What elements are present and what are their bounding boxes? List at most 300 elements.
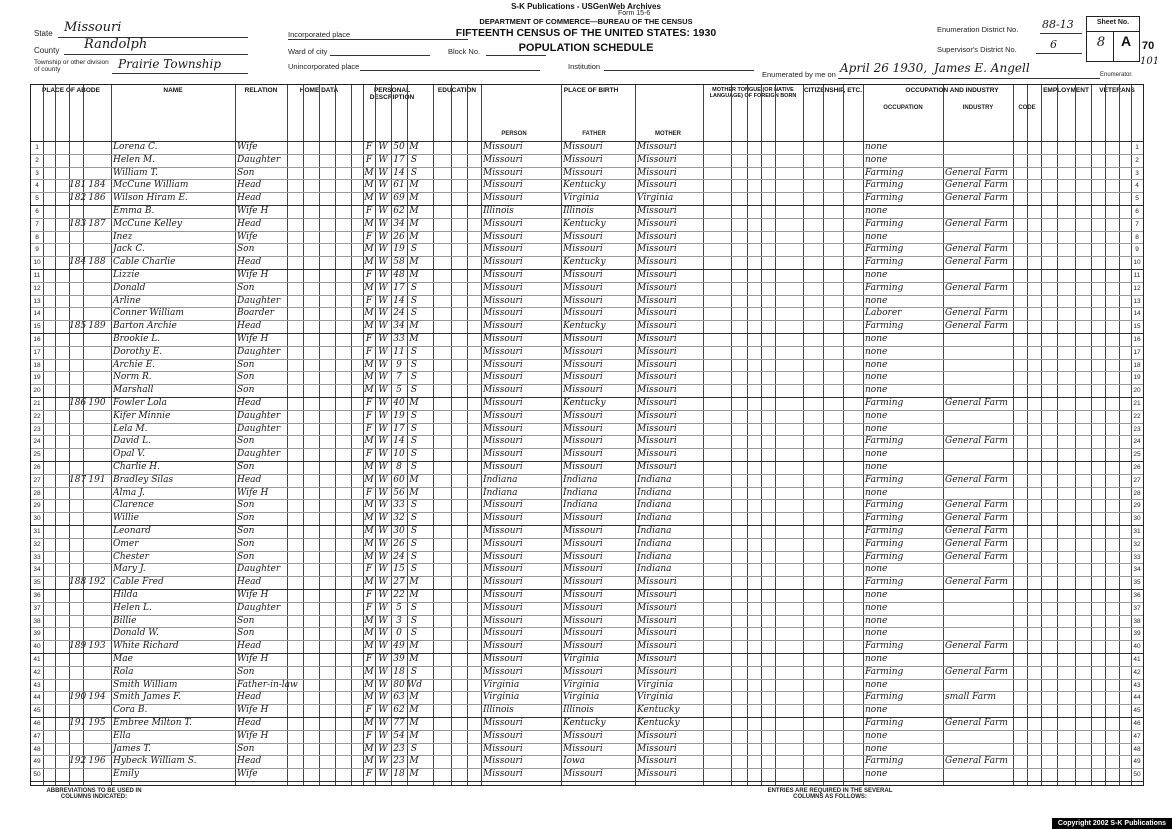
line-number: 42 bbox=[33, 668, 41, 676]
cell-mother: Missouri bbox=[637, 769, 677, 780]
cell-sex: F bbox=[365, 295, 373, 306]
cell-sex: M bbox=[364, 500, 374, 511]
cell-ind: General Farm bbox=[945, 244, 1008, 255]
line-number: 43 bbox=[33, 681, 41, 689]
cell-birth: Missouri bbox=[483, 231, 523, 242]
cell-race: W bbox=[378, 398, 388, 408]
unincorporated-field bbox=[360, 62, 540, 71]
cell-race: W bbox=[378, 372, 388, 383]
subhead-code: CODE bbox=[1018, 105, 1036, 111]
line-number: 5 bbox=[35, 195, 39, 203]
cell-age: 77 bbox=[393, 718, 405, 728]
cell-name: Lorena C. bbox=[113, 142, 158, 152]
cell-age: 34 bbox=[393, 321, 405, 332]
cell-fam: 189 bbox=[88, 321, 106, 332]
cell-race: W bbox=[378, 257, 388, 268]
cell-age: 3 bbox=[396, 615, 402, 626]
cell-father: Missouri bbox=[563, 462, 603, 472]
cell-rel: Son bbox=[237, 538, 255, 549]
cell-sex: F bbox=[365, 487, 373, 498]
cell-age: 69 bbox=[393, 193, 405, 204]
cell-occ: Farming bbox=[865, 641, 904, 652]
cell-sex: M bbox=[364, 577, 374, 588]
cell-dw: 181 bbox=[69, 180, 87, 191]
cell-sex: M bbox=[364, 743, 374, 754]
cell-race: W bbox=[378, 615, 388, 626]
line-number: 37 bbox=[33, 604, 41, 612]
cell-occ: none bbox=[865, 359, 888, 370]
cell-father: Missouri bbox=[563, 244, 603, 255]
cell-sex: M bbox=[364, 193, 374, 204]
line-number: 40 bbox=[1133, 643, 1141, 651]
cell-occ: none bbox=[865, 346, 888, 357]
line-number: 30 bbox=[33, 515, 41, 523]
cell-birth: Missouri bbox=[483, 244, 523, 255]
cell-race: W bbox=[378, 308, 388, 319]
cell-birth: Missouri bbox=[483, 180, 523, 191]
cell-name: Bradley Silas bbox=[113, 474, 174, 485]
cell-sex: M bbox=[364, 718, 374, 728]
cell-age: 27 bbox=[393, 577, 405, 588]
cell-occ: Farming bbox=[865, 577, 904, 588]
cell-age: 33 bbox=[393, 334, 405, 344]
line-number: 44 bbox=[1133, 694, 1141, 702]
cell-race: W bbox=[378, 513, 388, 524]
township-label: Township or other division of county bbox=[34, 59, 109, 73]
cell-rel: Son bbox=[237, 244, 255, 255]
cell-father: Missouri bbox=[563, 372, 603, 383]
cell-race: W bbox=[378, 193, 388, 204]
cell-birth: Indiana bbox=[483, 474, 518, 485]
cell-rel: Head bbox=[237, 756, 262, 767]
line-number: 38 bbox=[33, 617, 41, 625]
cell-sex: M bbox=[364, 641, 374, 652]
line-number: 39 bbox=[1133, 630, 1141, 638]
line-number: 48 bbox=[33, 745, 41, 753]
cell-birth: Missouri bbox=[483, 321, 523, 332]
cell-name: Lela M. bbox=[113, 423, 148, 434]
cell-rel: Son bbox=[237, 615, 255, 626]
cell-mother: Missouri bbox=[637, 641, 677, 652]
cell-mother: Missouri bbox=[637, 372, 677, 383]
line-number: 47 bbox=[1133, 732, 1141, 740]
cell-rel: Daughter bbox=[237, 449, 281, 460]
cell-dw: 182 bbox=[69, 193, 87, 204]
cell-mother: Missouri bbox=[637, 615, 677, 626]
cell-race: W bbox=[378, 206, 388, 216]
cell-mother: Missouri bbox=[637, 628, 677, 639]
cell-race: W bbox=[378, 359, 388, 370]
cell-ind: General Farm bbox=[945, 526, 1008, 536]
cell-rel: Son bbox=[237, 385, 255, 396]
line-number: 29 bbox=[33, 502, 41, 510]
cell-mother: Kentucky bbox=[637, 718, 680, 728]
cell-father: Missouri bbox=[563, 449, 603, 460]
line-number: 48 bbox=[1133, 745, 1141, 753]
enumeration-district-field bbox=[1040, 18, 1082, 34]
cell-name: Donald W. bbox=[113, 628, 159, 639]
cell-mother: Missouri bbox=[637, 231, 677, 242]
line-number: 2 bbox=[1135, 156, 1139, 164]
cell-mar: S bbox=[410, 385, 418, 396]
line-number: 16 bbox=[1133, 336, 1141, 343]
cell-rel: Daughter bbox=[237, 564, 281, 575]
cell-sex: M bbox=[364, 538, 374, 549]
cell-rel: Wife bbox=[237, 231, 258, 242]
schedule-title: POPULATION SCHEDULE bbox=[518, 42, 654, 54]
cell-mar: S bbox=[410, 666, 418, 677]
cell-fam: 184 bbox=[88, 180, 106, 191]
cell-name: Emily bbox=[113, 769, 139, 780]
cell-father: Kentucky bbox=[563, 257, 606, 268]
cell-age: 48 bbox=[393, 270, 405, 280]
enumerated-label: Enumerated by me on bbox=[762, 70, 836, 79]
cell-occ: Farming bbox=[865, 257, 904, 268]
cell-race: W bbox=[378, 654, 388, 664]
cell-occ: none bbox=[865, 154, 888, 165]
cell-mother: Missouri bbox=[637, 743, 677, 754]
cell-ind: General Farm bbox=[945, 321, 1008, 332]
cell-age: 23 bbox=[393, 743, 405, 754]
cell-name: Fowler Lola bbox=[113, 398, 167, 408]
cell-father: Missouri bbox=[563, 410, 603, 421]
cell-mother: Missouri bbox=[637, 436, 677, 447]
line-number: 49 bbox=[1133, 758, 1141, 766]
cell-birth: Missouri bbox=[483, 334, 523, 344]
line-number: 31 bbox=[1133, 528, 1141, 535]
cell-age: 14 bbox=[393, 436, 405, 447]
cell-mother: Missouri bbox=[637, 321, 677, 332]
cell-mother: Missouri bbox=[637, 206, 677, 216]
cell-age: 24 bbox=[393, 308, 405, 319]
cell-occ: none bbox=[865, 385, 888, 396]
cell-sex: F bbox=[365, 423, 373, 434]
cell-rel: Son bbox=[237, 500, 255, 511]
cell-age: 9 bbox=[396, 359, 402, 370]
cell-birth: Missouri bbox=[483, 423, 523, 434]
cell-occ: none bbox=[865, 372, 888, 383]
cell-age: 10 bbox=[393, 449, 405, 460]
cell-father: Kentucky bbox=[563, 218, 606, 229]
cell-occ: none bbox=[865, 743, 888, 754]
cell-mar: Wd bbox=[407, 679, 423, 690]
cell-sex: M bbox=[364, 244, 374, 255]
cell-mother: Indiana bbox=[637, 564, 672, 575]
line-number: 5 bbox=[1135, 195, 1139, 203]
cell-birth: Virginia bbox=[483, 692, 520, 703]
group-name: NAME bbox=[163, 87, 183, 94]
cell-age: 62 bbox=[393, 206, 405, 216]
cell-sex: M bbox=[364, 385, 374, 396]
cell-mother: Indiana bbox=[637, 474, 672, 485]
cell-mother: Missouri bbox=[637, 308, 677, 319]
line-number: 34 bbox=[1133, 566, 1141, 574]
cell-age: 18 bbox=[393, 769, 405, 780]
cell-sex: M bbox=[364, 666, 374, 677]
cell-mar: S bbox=[410, 551, 418, 562]
cell-rel: Son bbox=[237, 167, 255, 178]
cell-race: W bbox=[378, 679, 388, 690]
group-employment: EMPLOYMENT bbox=[1043, 87, 1089, 94]
cell-age: 17 bbox=[393, 423, 405, 434]
supervisor-district-value: 6 bbox=[1050, 38, 1057, 51]
line-number: 14 bbox=[33, 310, 41, 318]
cell-rel: Daughter bbox=[237, 423, 281, 434]
cell-rel: Son bbox=[237, 436, 255, 447]
cell-occ: Farming bbox=[865, 180, 904, 191]
cell-father: Missouri bbox=[563, 270, 603, 280]
publisher-banner: S-K Publications - USGenWeb Archives bbox=[511, 2, 661, 11]
cell-fam: 188 bbox=[88, 257, 106, 268]
group-veterans: VETERANS bbox=[1099, 87, 1135, 94]
cell-mother: Missouri bbox=[637, 462, 677, 472]
line-number: 32 bbox=[1133, 540, 1141, 548]
cell-mar: M bbox=[409, 321, 419, 332]
cell-race: W bbox=[378, 244, 388, 255]
cell-mother: Missouri bbox=[637, 423, 677, 434]
line-number: 4 bbox=[35, 182, 39, 190]
cell-sex: F bbox=[365, 590, 373, 600]
cell-ind: General Farm bbox=[945, 666, 1008, 677]
cell-father: Virginia bbox=[563, 654, 600, 664]
cell-father: Missouri bbox=[563, 628, 603, 639]
line-number: 17 bbox=[1133, 348, 1141, 356]
cell-sex: F bbox=[365, 602, 373, 613]
group-citizenship: CITIZENSHIP, ETC. bbox=[803, 87, 863, 94]
line-number: 11 bbox=[33, 272, 41, 279]
cell-mother: Missouri bbox=[637, 167, 677, 178]
enumeration-district-label: Enumeration District No. bbox=[937, 25, 1019, 34]
line-number: 3 bbox=[35, 169, 39, 177]
cell-race: W bbox=[378, 295, 388, 306]
line-number: 49 bbox=[33, 758, 41, 766]
line-number: 41 bbox=[1133, 656, 1141, 663]
cell-sex: M bbox=[364, 308, 374, 319]
cell-race: W bbox=[378, 628, 388, 639]
cell-name: Billie bbox=[113, 615, 137, 626]
cell-fam: 191 bbox=[88, 474, 106, 485]
cell-age: 50 bbox=[393, 142, 405, 152]
cell-mother: Missouri bbox=[637, 730, 677, 741]
cell-birth: Missouri bbox=[483, 718, 523, 728]
cell-rel: Wife H bbox=[237, 206, 269, 216]
line-number: 28 bbox=[1133, 489, 1141, 497]
cell-mar: M bbox=[409, 474, 419, 485]
cell-birth: Missouri bbox=[483, 398, 523, 408]
cell-age: 19 bbox=[393, 410, 405, 421]
line-number: 2 bbox=[35, 156, 39, 164]
cell-name: Lizzie bbox=[113, 270, 140, 280]
cell-name: Cora B. bbox=[113, 705, 148, 716]
cell-sex: M bbox=[364, 436, 374, 447]
cell-mother: Virginia bbox=[637, 692, 674, 703]
institution-label: Institution bbox=[568, 62, 601, 71]
line-number: 6 bbox=[35, 208, 39, 215]
cell-occ: Farming bbox=[865, 551, 904, 562]
line-number: 47 bbox=[33, 732, 41, 740]
cell-age: 8 bbox=[396, 462, 402, 472]
cell-father: Missouri bbox=[563, 142, 603, 152]
entries-required-title: ENTRIES ARE REQUIRED IN THE SEVERAL COLUMNS AS FOLLOWS: bbox=[767, 788, 893, 800]
cell-mother: Missouri bbox=[637, 270, 677, 280]
cell-father: Indiana bbox=[563, 474, 598, 485]
cell-name: Norm R. bbox=[113, 372, 152, 383]
cell-mar: S bbox=[410, 154, 418, 165]
cell-rel: Son bbox=[237, 526, 255, 536]
cell-fam: 192 bbox=[88, 577, 106, 588]
cell-age: 60 bbox=[393, 474, 405, 485]
cell-mar: S bbox=[410, 423, 418, 434]
cell-race: W bbox=[378, 218, 388, 229]
line-number: 28 bbox=[33, 489, 41, 497]
cell-birth: Missouri bbox=[483, 295, 523, 306]
cell-mar: M bbox=[409, 769, 419, 780]
cell-sex: M bbox=[364, 615, 374, 626]
cell-rel: Wife H bbox=[237, 270, 269, 280]
cell-birth: Missouri bbox=[483, 730, 523, 741]
cell-race: W bbox=[378, 730, 388, 741]
cell-birth: Missouri bbox=[483, 270, 523, 280]
cell-occ: none bbox=[865, 769, 888, 780]
cell-sex: M bbox=[364, 462, 374, 472]
cell-name: Cable Charlie bbox=[113, 257, 176, 268]
cell-age: 23 bbox=[393, 756, 405, 767]
cell-name: Emma B. bbox=[113, 206, 155, 216]
cell-mar: S bbox=[410, 449, 418, 460]
cell-fam: 194 bbox=[88, 692, 106, 703]
line-number: 36 bbox=[1133, 592, 1141, 599]
line-number: 1 bbox=[1135, 144, 1139, 151]
cell-occ: none bbox=[865, 564, 888, 575]
cell-mar: M bbox=[409, 180, 419, 191]
cell-mother: Missouri bbox=[637, 666, 677, 677]
cell-rel: Son bbox=[237, 513, 255, 524]
line-number: 38 bbox=[1133, 617, 1141, 625]
cell-name: Opal V. bbox=[113, 449, 146, 460]
cell-mar: M bbox=[409, 641, 419, 652]
cell-race: W bbox=[378, 423, 388, 434]
cell-name: Clarence bbox=[113, 500, 154, 511]
enumerated-date: April 26 1930, bbox=[840, 61, 928, 75]
cell-sex: M bbox=[364, 474, 374, 485]
cell-mar: M bbox=[409, 257, 419, 268]
cell-fam: 196 bbox=[88, 756, 106, 767]
cell-rel: Daughter bbox=[237, 295, 281, 306]
cell-father: Illinois bbox=[563, 206, 594, 216]
cell-mother: Indiana bbox=[637, 551, 672, 562]
cell-birth: Missouri bbox=[483, 666, 523, 677]
cell-age: 56 bbox=[393, 487, 405, 498]
cell-mar: S bbox=[410, 295, 418, 306]
cell-race: W bbox=[378, 385, 388, 396]
page-number-alt: 101 bbox=[1140, 56, 1160, 67]
cell-mar: S bbox=[410, 615, 418, 626]
cell-rel: Head bbox=[237, 577, 262, 588]
cell-father: Missouri bbox=[563, 577, 603, 588]
supervisor-district-field bbox=[1036, 38, 1082, 54]
cell-ind: General Farm bbox=[945, 718, 1008, 728]
line-number: 18 bbox=[33, 361, 41, 369]
page-number: 70 bbox=[1142, 40, 1155, 52]
group-mother-tongue: MOTHER TONGUE (OR NATIVE LANGUAGE) OF FOREIGN BORN bbox=[709, 87, 797, 99]
cell-mar: M bbox=[409, 270, 419, 280]
cell-name: Omer bbox=[113, 538, 139, 549]
cell-mother: Indiana bbox=[637, 500, 672, 511]
cell-mar: S bbox=[410, 308, 418, 319]
cell-mar: S bbox=[410, 372, 418, 383]
township-field bbox=[112, 57, 248, 74]
group-relation: RELATION bbox=[244, 87, 278, 94]
cell-occ: Farming bbox=[865, 398, 904, 408]
cell-fam: 187 bbox=[88, 218, 106, 229]
group-place-of-abode: PLACE OF ABODE bbox=[42, 87, 100, 94]
line-number: 36 bbox=[33, 592, 41, 599]
cell-race: W bbox=[378, 410, 388, 421]
line-number: 13 bbox=[33, 297, 41, 305]
cell-birth: Missouri bbox=[483, 436, 523, 447]
cell-occ: Farming bbox=[865, 666, 904, 677]
cell-race: W bbox=[378, 526, 388, 536]
subhead-person: PERSON bbox=[501, 131, 527, 137]
cell-birth: Missouri bbox=[483, 462, 523, 472]
subhead-father: FATHER bbox=[582, 131, 606, 137]
cell-age: 22 bbox=[393, 590, 405, 600]
cell-rel: Son bbox=[237, 282, 255, 293]
cell-occ: none bbox=[865, 231, 888, 242]
cell-name: James T. bbox=[113, 743, 151, 754]
line-number: 8 bbox=[35, 233, 39, 241]
cell-race: W bbox=[378, 769, 388, 780]
cell-mar: S bbox=[410, 282, 418, 293]
ward-field bbox=[330, 47, 430, 56]
cell-birth: Missouri bbox=[483, 526, 523, 536]
cell-father: Missouri bbox=[563, 769, 603, 780]
cell-mar: S bbox=[410, 500, 418, 511]
cell-rel: Head bbox=[237, 692, 262, 703]
cell-mar: S bbox=[410, 538, 418, 549]
line-number: 46 bbox=[33, 720, 41, 727]
cell-occ: none bbox=[865, 679, 888, 690]
cell-mar: M bbox=[409, 718, 419, 728]
cell-father: Missouri bbox=[563, 167, 603, 178]
cell-age: 54 bbox=[393, 730, 405, 741]
line-number: 10 bbox=[1133, 259, 1141, 267]
cell-name: Chester bbox=[113, 551, 149, 562]
cell-rel: Daughter bbox=[237, 346, 281, 357]
cell-occ: Farming bbox=[865, 756, 904, 767]
line-number: 37 bbox=[1133, 604, 1141, 612]
cell-mother: Missouri bbox=[637, 359, 677, 370]
cell-father: Missouri bbox=[563, 231, 603, 242]
line-number: 21 bbox=[1133, 400, 1141, 407]
cell-mar: S bbox=[410, 346, 418, 357]
cell-age: 5 bbox=[396, 602, 402, 613]
cell-birth: Missouri bbox=[483, 410, 523, 421]
cell-birth: Missouri bbox=[483, 538, 523, 549]
cell-birth: Missouri bbox=[483, 142, 523, 152]
cell-race: W bbox=[378, 743, 388, 754]
line-number: 27 bbox=[33, 476, 41, 484]
cell-age: 24 bbox=[393, 551, 405, 562]
line-number: 24 bbox=[1133, 438, 1141, 446]
state-value: Missouri bbox=[64, 20, 122, 35]
cell-name: Donald bbox=[113, 282, 146, 293]
cell-mother: Missouri bbox=[637, 257, 677, 268]
cell-birth: Missouri bbox=[483, 628, 523, 639]
cell-occ: Farming bbox=[865, 526, 904, 536]
cell-father: Missouri bbox=[563, 551, 603, 562]
cell-ind: General Farm bbox=[945, 180, 1008, 191]
